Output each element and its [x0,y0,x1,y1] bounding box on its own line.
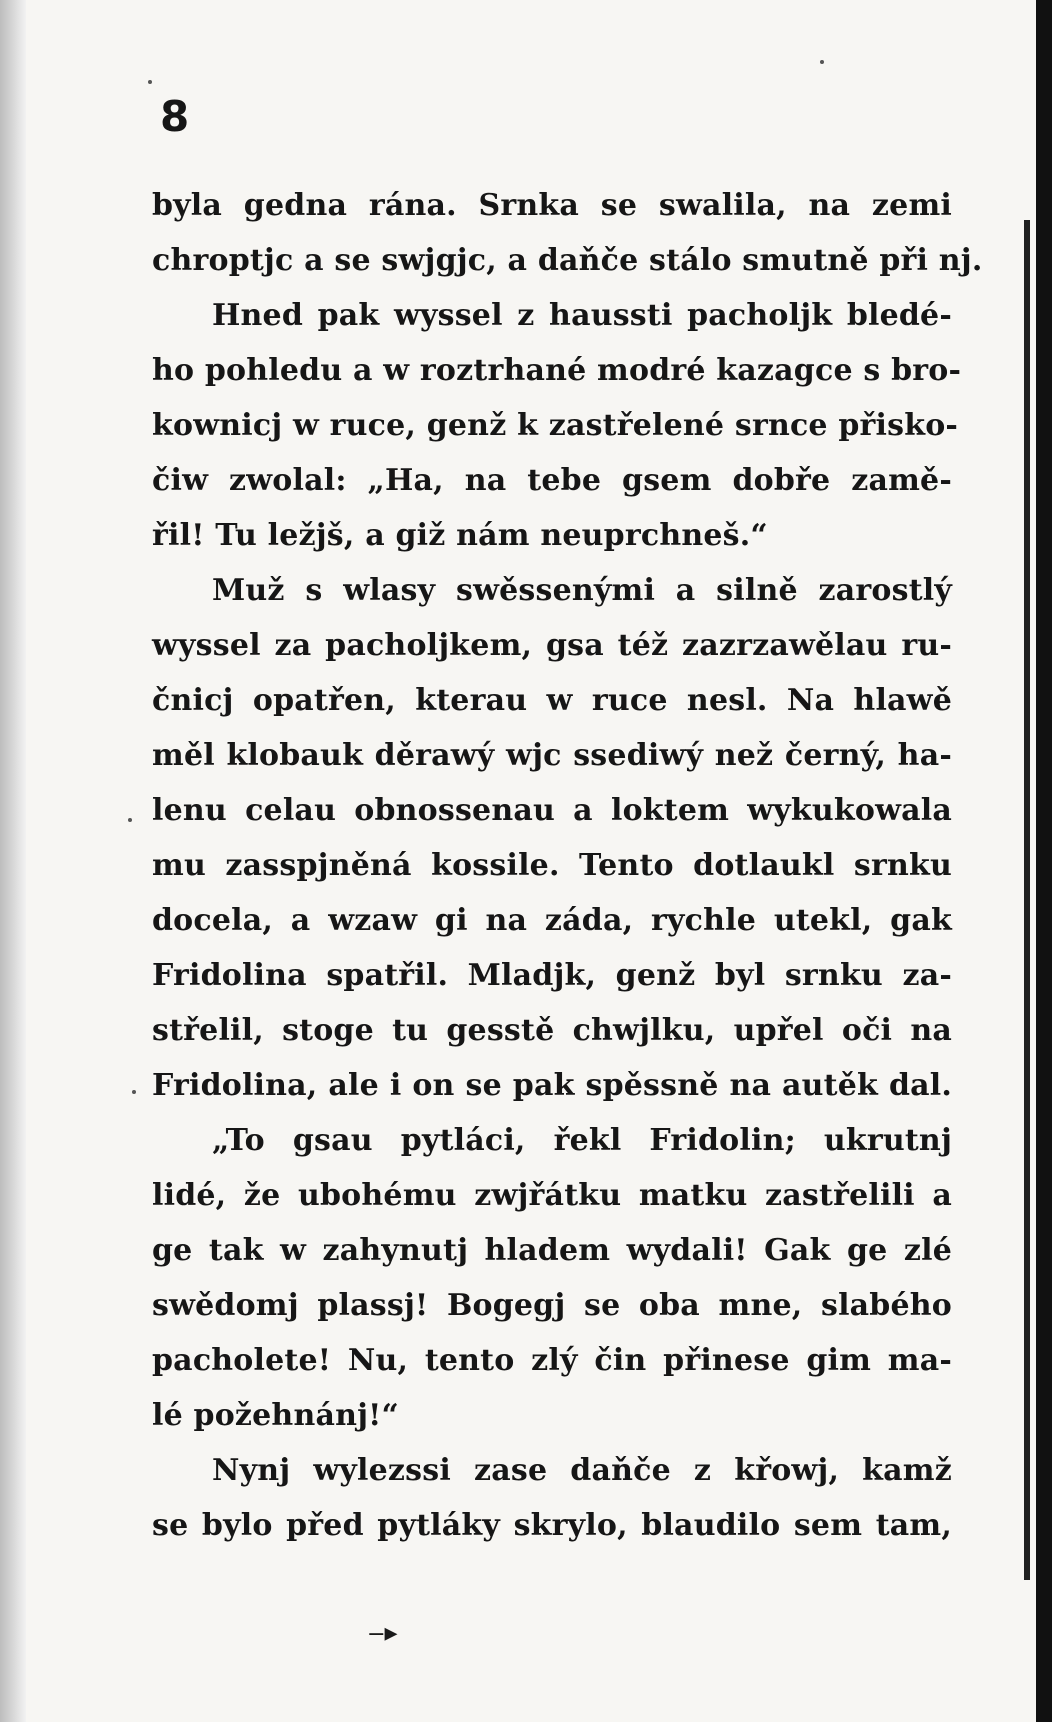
text-line: Fridolina spatřil. Mladjk, genž byl srnku za- [152,958,952,993]
text-line: swědomj plassj! Bogegj se oba mne, slabého [152,1288,952,1323]
page-number: 8 [160,92,190,141]
text-line: ge tak w zahynutj hladem wydali! Gak ge zlé [152,1233,952,1268]
print-speck [148,80,152,84]
text-line: čnicj opatřen, kterau w ruce nesl. Na hlawě [152,683,952,718]
text-line: Fridolina, ale i on se pak spěssně na autěk dal. [152,1068,952,1103]
text-line: „To gsau pytláci, řekl Fridolin; ukrutnj [212,1123,952,1158]
text-line: se bylo před pytláky skrylo, blaudilo sem tam, [152,1508,952,1543]
text-line: lidé, že ubohému zwjřátku matku zastřelili a [152,1178,952,1213]
text-line: střelil, stoge tu gesstě chwjlku, upřel oči na [152,1013,952,1048]
text-line: byla gedna rána. Srnka se swalila, na zemi [152,188,952,223]
text-line: měl klobauk děrawý wjc ssediwý než černý, ha- [152,738,952,773]
text-line: wyssel za pacholjkem, gsa též zazrzawělau ru- [152,628,952,663]
print-speck [820,60,824,64]
text-line: čiw zwolal: „Ha, na tebe gsem dobře zamě- [152,463,952,498]
page-shadow [0,0,26,1722]
print-speck [128,818,132,822]
text-line: Muž s wlasy swěssenými a silně zarostlý [212,573,952,608]
text-line: lé požehnánj!“ [152,1398,399,1433]
text-line: pacholete! Nu, tento zlý čin přinese gim ma- [152,1343,952,1378]
ornament-mark: ‒▸ [368,1618,398,1648]
text-line: mu zasspjněná kossile. Tento dotlaukl srnku [152,848,952,883]
print-speck [132,1090,136,1094]
text-line: Nynj wylezssi zase daňče z křowj, kamž [212,1453,952,1488]
text-line: kownicj w ruce, genž k zastřelené srnce přisko- [152,408,959,443]
text-line: lenu celau obnossenau a loktem wykukowala [152,793,952,828]
text-line: docela, a wzaw gi na záda, rychle utekl, gak [152,903,952,938]
book-binding-edge [1036,0,1052,1722]
text-line: chroptjc a se swjgjc, a daňče stálo smutně při nj. [152,243,983,278]
text-line: Hned pak wyssel z haussti pacholjk bledé- [212,298,952,333]
body-text [152,178,983,1553]
text-line: ho pohledu a w roztrhané modré kazagce s bro- [152,353,962,388]
text-line: řil! Tu ležjš, a giž nám neuprchneš.“ [152,518,768,553]
